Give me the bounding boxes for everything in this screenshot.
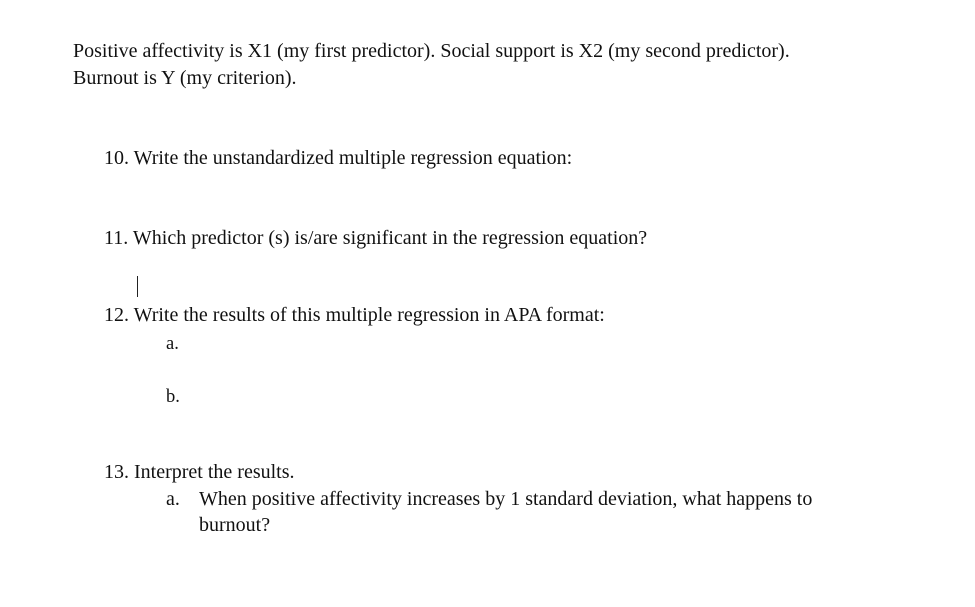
intro-line-2: Burnout is Y (my criterion). — [73, 67, 297, 89]
question-10: 10. Write the unstandardized multiple regression equation: — [104, 147, 573, 169]
question-13: 13. Interpret the results. — [104, 461, 295, 483]
question-12-item-a: a. — [166, 334, 179, 354]
question-13-item-a-line-1: When positive affectivity increases by 1 standard deviation, what happens to — [199, 488, 813, 510]
question-13-item-a-marker: a. — [166, 488, 180, 510]
question-11: 11. Which predictor (s) is/are significant in the regression equation? — [104, 227, 648, 249]
question-12-item-b: b. — [166, 387, 180, 407]
question-12: 12. Write the results of this multiple regression in APA format: — [104, 304, 605, 326]
intro-line-1: Positive affectivity is X1 (my first predictor). Social support is X2 (my second predictor). — [73, 40, 790, 62]
question-13-item-a-line-2: burnout? — [199, 514, 271, 536]
text-cursor — [137, 276, 138, 297]
